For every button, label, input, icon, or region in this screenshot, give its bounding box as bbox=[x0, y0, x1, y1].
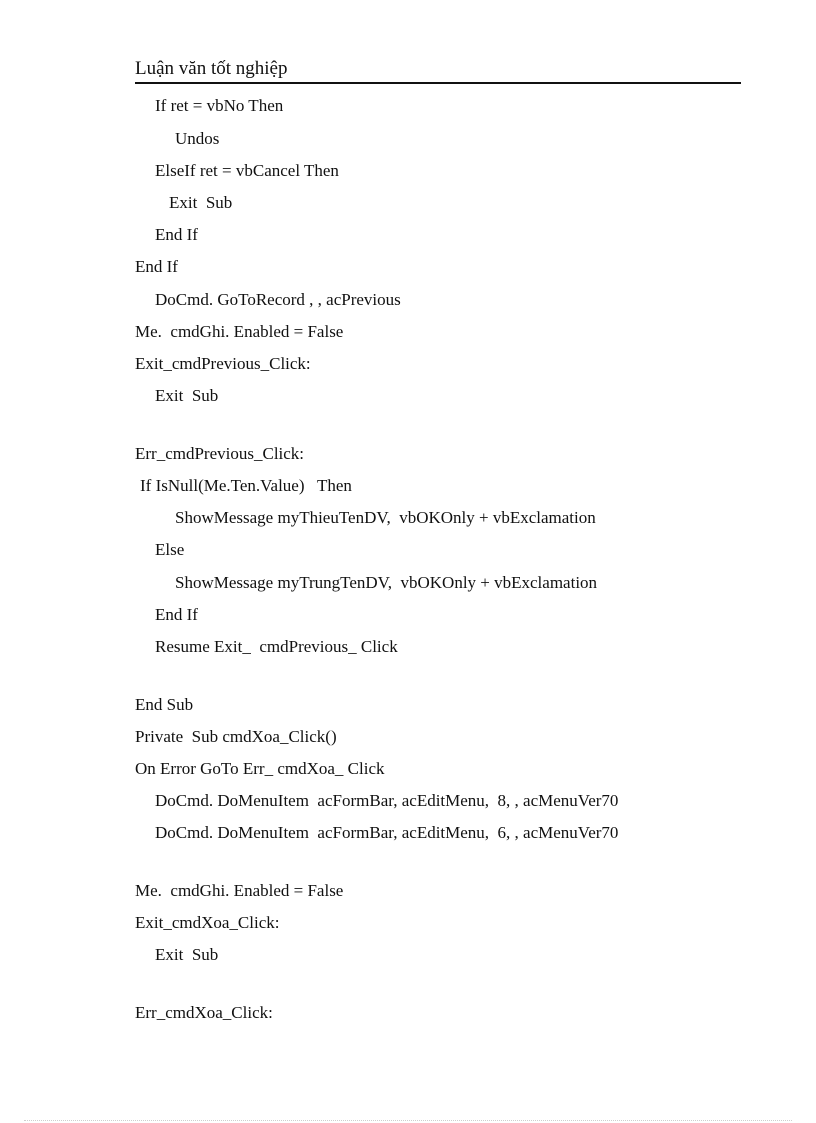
code-line: Exit Sub bbox=[169, 193, 233, 212]
page-bottom-border bbox=[24, 1120, 792, 1121]
code-line: Undos bbox=[175, 129, 220, 148]
code-line: DoCmd. GoToRecord , , acPrevious bbox=[155, 290, 401, 309]
code-line: Exit Sub bbox=[155, 386, 219, 405]
page-header-title: Luận văn tốt nghiệp bbox=[135, 58, 288, 79]
code-line: If ret = vbNo Then bbox=[155, 96, 284, 115]
code-line: Resume Exit_ cmdPrevious_ Click bbox=[155, 637, 398, 656]
code-line: End If bbox=[155, 225, 198, 244]
code-line: End If bbox=[155, 605, 198, 624]
code-line: Else bbox=[155, 540, 185, 559]
code-line: Err_cmdXoa_Click: bbox=[135, 1003, 273, 1022]
code-line: ElseIf ret = vbCancel Then bbox=[155, 161, 339, 180]
code-line: Me. cmdGhi. Enabled = False bbox=[135, 322, 344, 341]
code-line: On Error GoTo Err_ cmdXoa_ Click bbox=[135, 759, 385, 778]
code-line: Private Sub cmdXoa_Click() bbox=[135, 727, 337, 746]
code-line: Me. cmdGhi. Enabled = False bbox=[135, 881, 344, 900]
code-line: Err_cmdPrevious_Click: bbox=[135, 444, 305, 463]
code-line: End If bbox=[135, 257, 178, 276]
code-line: Exit_cmdPrevious_Click: bbox=[135, 354, 311, 373]
code-line: If IsNull(Me.Ten.Value) Then bbox=[140, 476, 352, 495]
code-line: DoCmd. DoMenuItem acFormBar, acEditMenu, 6, , acMenuVer70 bbox=[155, 823, 619, 842]
code-line: End Sub bbox=[135, 695, 194, 714]
code-line: DoCmd. DoMenuItem acFormBar, acEditMenu, 8, , acMenuVer70 bbox=[155, 791, 619, 810]
code-line: Exit Sub bbox=[155, 945, 219, 964]
code-line: Exit_cmdXoa_Click: bbox=[135, 913, 280, 932]
header-divider bbox=[135, 82, 741, 84]
code-line: ShowMessage myThieuTenDV, vbOKOnly + vbExclamation bbox=[175, 508, 596, 527]
code-line: ShowMessage myTrungTenDV, vbOKOnly + vbExclamation bbox=[175, 573, 598, 592]
